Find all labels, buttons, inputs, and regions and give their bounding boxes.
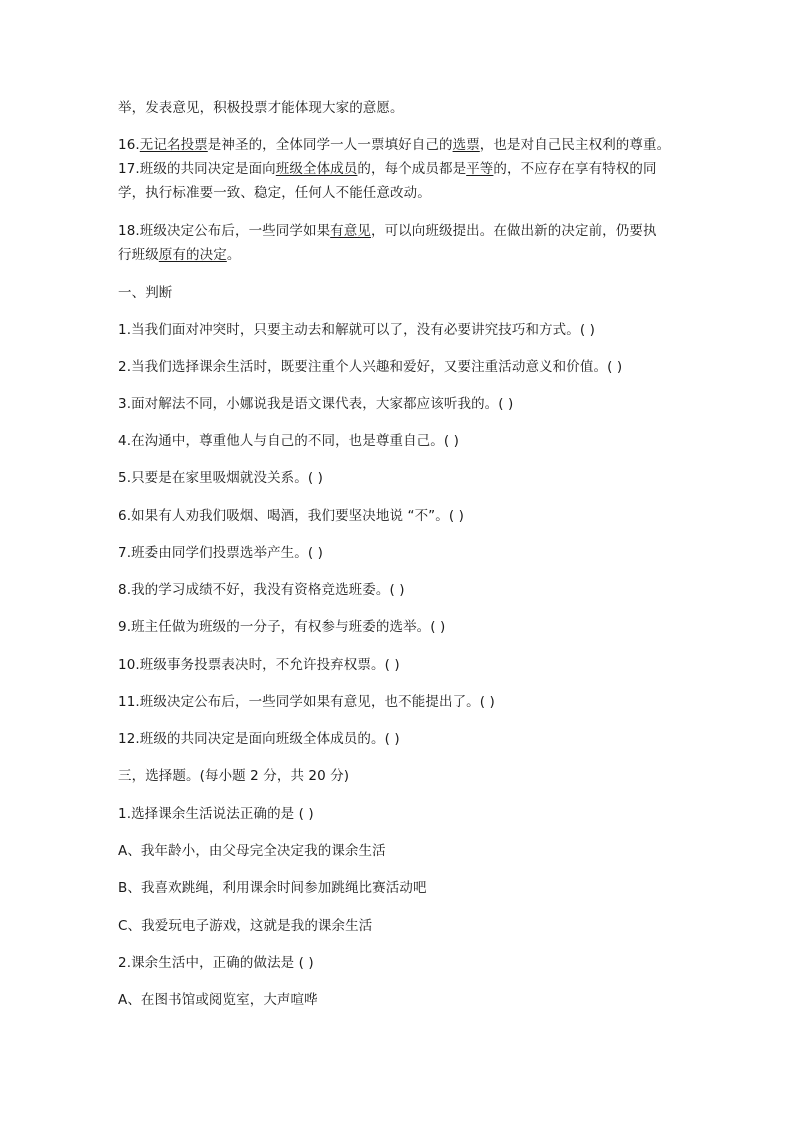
underlined-term: 平等 (466, 161, 494, 177)
question-line: 6.如果有人劝我们吸烟、喝酒，我们要坚决地说 “不”。( ) (118, 508, 464, 524)
underlined-term: 选票 (452, 137, 480, 153)
question-line: 11.班级决定公布后，一些同学如果有意见，也不能提出了。( ) (118, 694, 495, 710)
question-line: 4.在沟通中，尊重他人与自己的不同，也是尊重自己。( ) (118, 433, 460, 449)
section-heading: 一、判断 (118, 285, 173, 301)
question-line: 8.我的学习成绩不好，我没有资格竞选班委。( ) (118, 582, 405, 598)
question-line: 5.只要是在家里吸烟就没关系。( ) (118, 470, 324, 486)
underlined-term: 无记名投票 (139, 137, 208, 153)
text-line: 18.班级决定公布后，一些同学如果有意见，可以向班级提出。在做出新的决定前，仍要执 (118, 223, 657, 239)
underlined-term: 原有的决定 (158, 247, 227, 263)
option-line: A、我年龄小，由父母完全决定我的课余生活 (118, 843, 386, 859)
text-line: 17.班级的共同决定是面向班级全体成员的，每个成员都是平等的，不应存在享有特权的同 (118, 161, 657, 177)
option-line: C、我爱玩电子游戏，这就是我的课余生活 (118, 918, 373, 934)
option-line: B、我喜欢跳绳，利用课余时间参加跳绳比赛活动吧 (118, 880, 427, 896)
underlined-term: 班级全体成员 (275, 161, 358, 177)
question-line: 10.班级事务投票表决时，不允许投弃权票。( ) (118, 657, 400, 673)
question-line: 7.班委由同学们投票选举产生。( ) (118, 545, 324, 561)
underlined-term: 有意见 (330, 223, 371, 239)
text-line: 学，执行标准要一致、稳定，任何人不能任意改动。 (118, 185, 431, 201)
question-line: 2.当我们选择课余生活时，既要注重个人兴趣和爱好，又要注重活动意义和价值。( ) (118, 359, 623, 375)
question-line: 1.当我们面对冲突时，只要主动去和解就可以了，没有必要讲究技巧和方式。( ) (118, 322, 596, 338)
question-line: 9.班主任做为班级的一分子，有权参与班委的选举。( ) (118, 619, 446, 635)
question-line: 12.班级的共同决定是面向班级全体成员的。( ) (118, 731, 400, 747)
section-heading: 三，选择题。(每小题 2 分，共 20 分) (118, 768, 350, 784)
question-line: 3.面对解法不同，小娜说我是语文课代表，大家都应该听我的。( ) (118, 396, 514, 412)
option-line: A、在图书馆或阅览室，大声喧哗 (118, 992, 318, 1008)
text-line: 举，发表意见，积极投票才能体现大家的意愿。 (118, 100, 404, 116)
question-line: 2.课余生活中，正确的做法是 ( ) (118, 955, 314, 971)
text-line: 16.无记名投票是神圣的，全体同学一人一票填好自己的选票，也是对自己民主权利的尊重。 (118, 137, 671, 153)
question-line: 1.选择课余生活说法正确的是 ( ) (118, 806, 314, 822)
text-line: 行班级原有的决定。 (118, 247, 241, 263)
